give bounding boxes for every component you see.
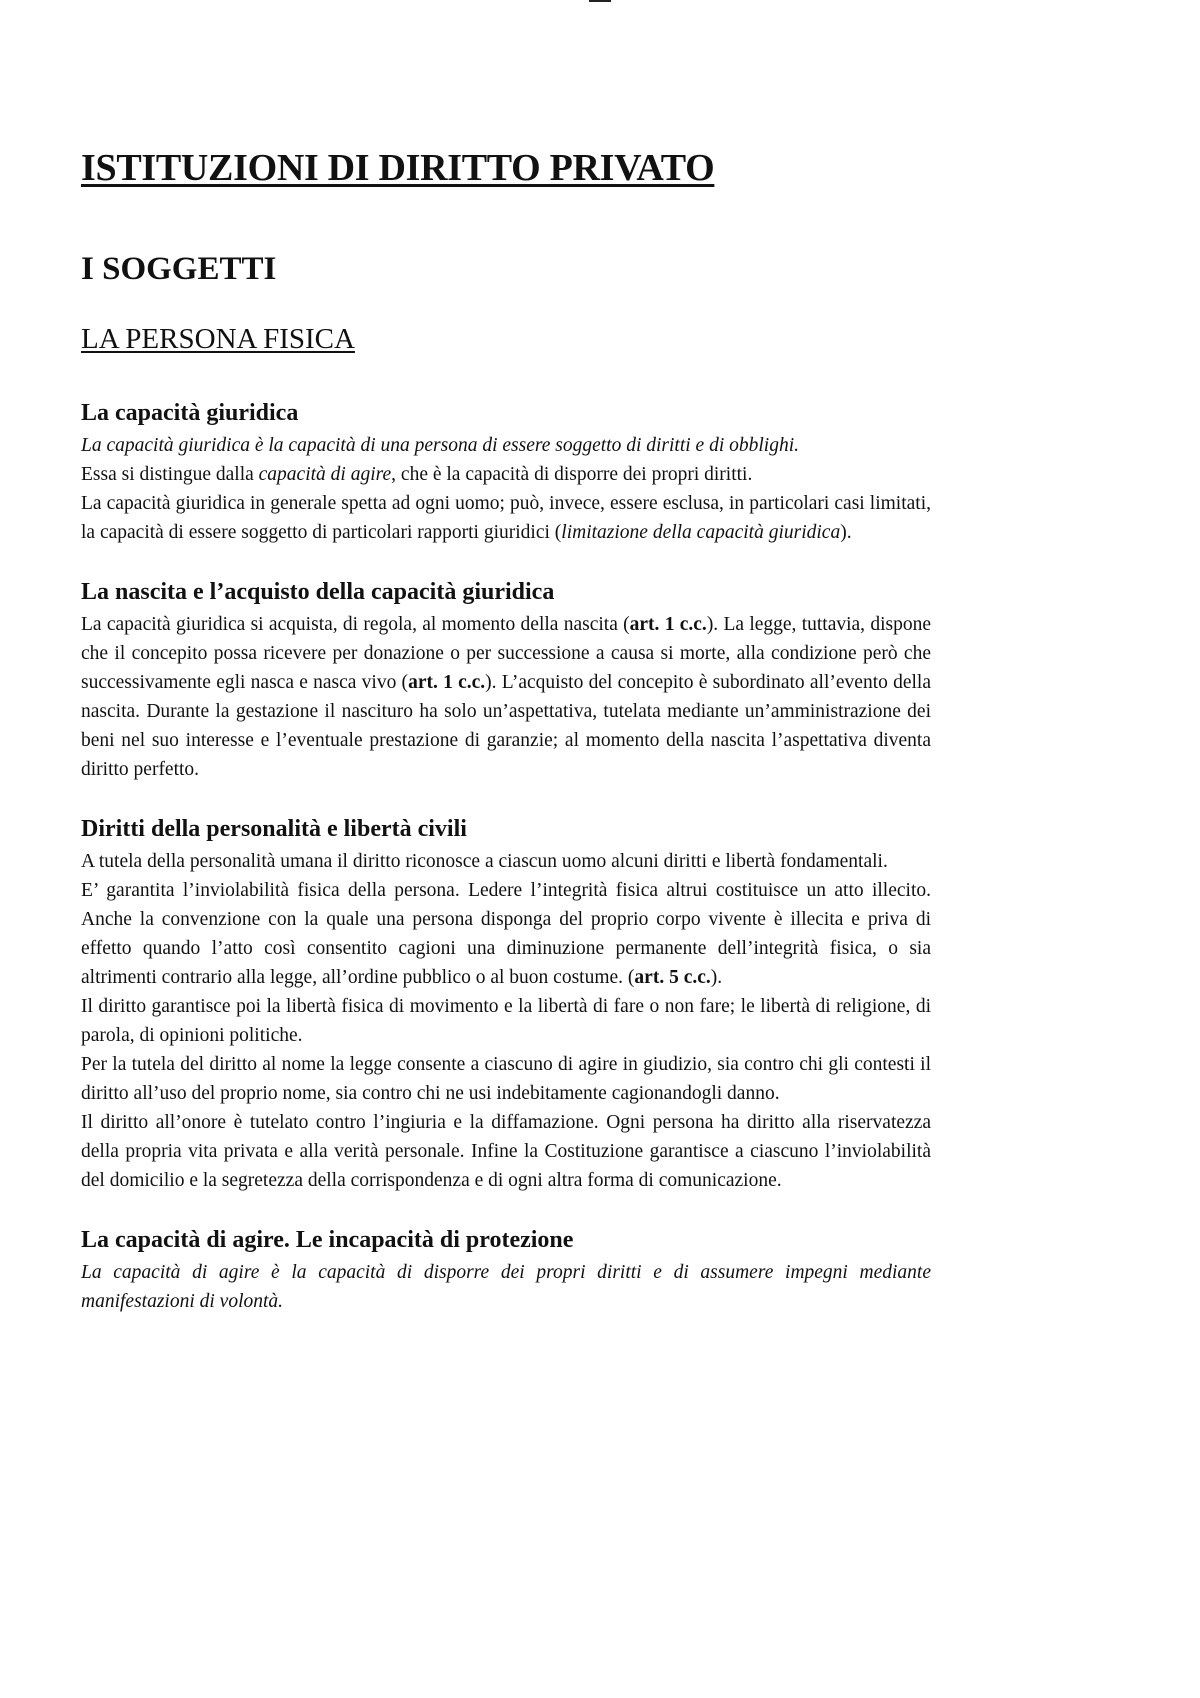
paragraph-diritti-1: A tutela della personalità umana il diritto riconosce a ciascun uomo alcuni diritti e libertà fondamentali.	[81, 851, 888, 872]
definition-capacita-giuridica: La capacità giuridica è la capacità di una persona di essere soggetto di diritti e di obblighi.	[81, 435, 800, 456]
section-title: I SOGGETTI	[81, 251, 277, 287]
article-reference: art. 5 c.c.	[634, 967, 711, 988]
heading-nascita: La nascita e l’acquisto della capacità giuridica	[81, 579, 555, 605]
heading-capacita-agire: La capacità di agire. Le incapacità di protezione	[81, 1227, 574, 1253]
heading-capacita-giuridica: La capacità giuridica	[81, 400, 299, 426]
paragraph-nascita: La capacità giuridica si acquista, di regola, al momento della nascita (art. 1 c.c.). La legge, tuttavia, dispone che il concepito possa ricevere per donazione o per successione a causa si morte, alla condizione però che successivamente egli nasca e nasca vivo (art. 1 c.c.). L’acquisto del concepito è subordinato all’evento della nascita. Durante la gestazione il nascituro ha solo un’aspettativa, tutelata mediante un’amministrazione dei beni nel suo interesse e l’eventuale prestazione di garanzie; al momento della nascita l’aspettativa diventa diritto perfetto.	[81, 614, 932, 780]
emphasis-limitazione: limitazione della capacità giuridica	[561, 522, 841, 543]
article-reference: art. 1 c.c.	[408, 672, 486, 693]
page-top-mark	[589, 0, 611, 2]
paragraph-diritti-4: Per la tutela del diritto al nome la legge consente a ciascuno di agire in giudizio, sia contro chi gli contesti il diritto all’uso del proprio nome, sia contro chi ne usi indebitamente cagionandogli danno.	[81, 1054, 931, 1104]
heading-diritti-personalita: Diritti della personalità e libertà civili	[81, 816, 467, 842]
paragraph-capacita-distinzione: Essa si distingue dalla capacità di agire, che è la capacità di disporre dei propri diritti.	[81, 464, 753, 485]
paragraph-diritti-5: Il diritto all’onore è tutelato contro l’ingiuria e la diffamazione. Ogni persona ha diritto alla riservatezza della propria vita privata e alla verità personale. Infine la Costituzione garantisce a ciascuno l’inviolabilità del domicilio e la segretezza della corrispondenza e di ogni altra forma di comunicazione.	[81, 1112, 931, 1191]
subsection-title: LA PERSONA FISICA	[81, 323, 355, 355]
document-body	[81, 140, 931, 1316]
definition-capacita-agire: La capacità di agire è la capacità di disporre dei propri diritti e di assumere impegni mediante manifestazioni di volontà.	[81, 1262, 931, 1312]
paragraph-diritti-3: Il diritto garantisce poi la libertà fisica di movimento e la libertà di fare o non fare; le libertà di religione, di parola, di opinioni politiche.	[81, 996, 931, 1046]
article-reference: art. 1 c.c.	[629, 614, 707, 635]
paragraph-capacita-generale: La capacità giuridica in generale spetta ad ogni uomo; può, invece, essere esclusa, in particolari casi limitati, la capacità di essere soggetto di particolari rapporti giuridici (limitazione della capacità giuridica).	[81, 493, 931, 543]
emphasis-capacita-di-agire: capacità di agire	[258, 464, 392, 485]
document-title: ISTITUZIONI DI DIRITTO PRIVATO	[81, 147, 715, 189]
paragraph-diritti-2: E’ garantita l’inviolabilità fisica della persona. Ledere l’integrità fisica altrui costituisce un atto illecito. Anche la convenzione con la quale una persona disponga del proprio corpo vivente è illecita e priva di effetto quando l’atto così consentito cagioni una diminuzione permanente dell’integrità fisica, o sia altrimenti contrario alla legge, all’ordine pubblico o al buon costume. (art. 5 c.c.).	[81, 880, 931, 988]
